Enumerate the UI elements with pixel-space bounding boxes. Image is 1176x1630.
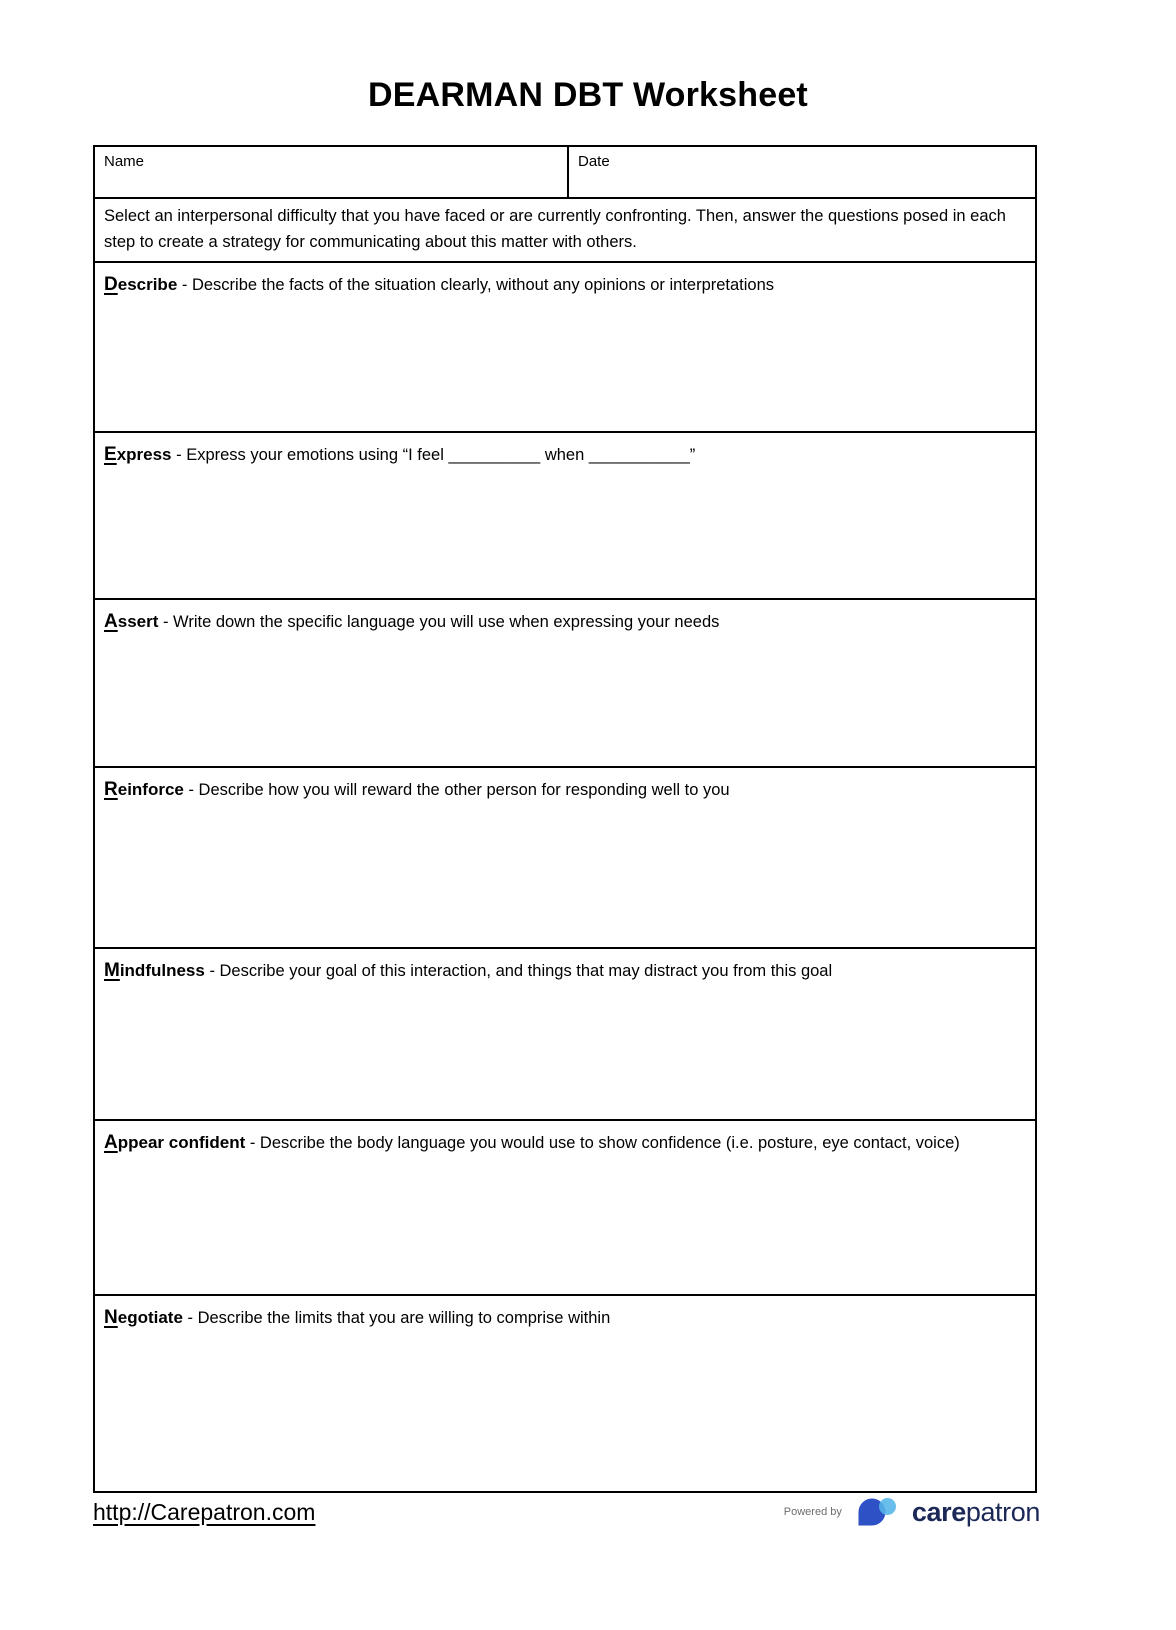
section-description: - Describe the body language you would use to show confidence (i.e. posture, eye contact, voice) bbox=[249, 1134, 960, 1153]
section-answer-area[interactable] bbox=[95, 1296, 1035, 1491]
section-letter: R bbox=[104, 779, 118, 801]
section-title-rest: indfulness bbox=[119, 961, 205, 981]
carepatron-logo-icon bbox=[856, 1496, 902, 1528]
section-heading bbox=[104, 609, 1026, 636]
section-heading bbox=[104, 1305, 1026, 1332]
date-label: Date bbox=[578, 153, 610, 170]
section-heading bbox=[104, 1130, 1026, 1157]
section-title-rest: egotiate bbox=[117, 1308, 183, 1328]
section-title-rest: ssert bbox=[117, 612, 159, 632]
section-answer-area[interactable] bbox=[95, 433, 1035, 600]
section-description: - Describe the facts of the situation clearly, without any opinions or interpretations bbox=[181, 276, 775, 295]
section-heading bbox=[104, 442, 1026, 469]
name-field[interactable] bbox=[95, 147, 569, 197]
date-field[interactable] bbox=[569, 147, 1035, 197]
section-title bbox=[104, 1308, 183, 1327]
section-description: - Express your emotions using “I feel __________ when ___________” bbox=[176, 446, 696, 465]
section-title bbox=[104, 275, 177, 294]
section-letter: D bbox=[104, 274, 118, 296]
section-title bbox=[104, 1133, 245, 1152]
section-title-rest: escribe bbox=[117, 275, 178, 295]
section-title-rest: ppear confident bbox=[117, 1133, 246, 1153]
brand-bold: care bbox=[911, 1496, 966, 1527]
section-letter: N bbox=[104, 1307, 118, 1329]
footer bbox=[93, 1496, 1040, 1528]
section-heading bbox=[104, 777, 1026, 804]
instructions-text: Select an interpersonal difficulty that you have faced or are currently confronting. Then, answer the questions posed in each step to create a strategy for communicating about this matter with others. bbox=[104, 207, 1006, 251]
powered-by-label: Powered by bbox=[783, 1506, 842, 1518]
name-date-row bbox=[95, 147, 1035, 199]
instructions-row bbox=[95, 199, 1035, 263]
section-answer-area[interactable] bbox=[95, 1121, 1035, 1296]
section-title bbox=[104, 612, 158, 631]
section-title bbox=[104, 961, 205, 980]
section-title bbox=[104, 780, 184, 799]
carepatron-link[interactable]: http://Carepatron.com bbox=[93, 1498, 316, 1525]
section-answer-area[interactable] bbox=[95, 768, 1035, 949]
section-title bbox=[104, 445, 172, 464]
powered-by-block bbox=[784, 1496, 1040, 1528]
section-description: - Describe your goal of this interaction, and things that may distract you from this goal bbox=[209, 962, 833, 981]
section-title-rest: einforce bbox=[117, 780, 184, 800]
section-letter: A bbox=[104, 611, 118, 633]
section-description: - Describe the limits that you are willing to comprise within bbox=[187, 1309, 611, 1328]
section-answer-area[interactable] bbox=[95, 949, 1035, 1121]
section-answer-area[interactable] bbox=[95, 263, 1035, 433]
section-letter: E bbox=[104, 444, 117, 466]
page-title: DEARMAN DBT Worksheet bbox=[368, 76, 808, 114]
logo-light-bubble bbox=[879, 1498, 896, 1515]
brand-regular: patron bbox=[965, 1496, 1040, 1527]
carepatron-wordmark bbox=[912, 1497, 1040, 1528]
sections bbox=[95, 263, 1035, 1491]
section-description: - Describe how you will reward the other person for responding well to you bbox=[188, 781, 730, 800]
section-heading bbox=[104, 272, 1026, 299]
section-description: - Write down the specific language you will use when expressing your needs bbox=[162, 613, 720, 632]
section-heading bbox=[104, 958, 1026, 985]
section-answer-area[interactable] bbox=[95, 600, 1035, 768]
worksheet-table bbox=[93, 145, 1037, 1493]
name-label: Name bbox=[104, 153, 145, 170]
section-letter: A bbox=[104, 1132, 118, 1154]
section-title-rest: xpress bbox=[116, 445, 172, 465]
section-letter: M bbox=[104, 960, 120, 982]
